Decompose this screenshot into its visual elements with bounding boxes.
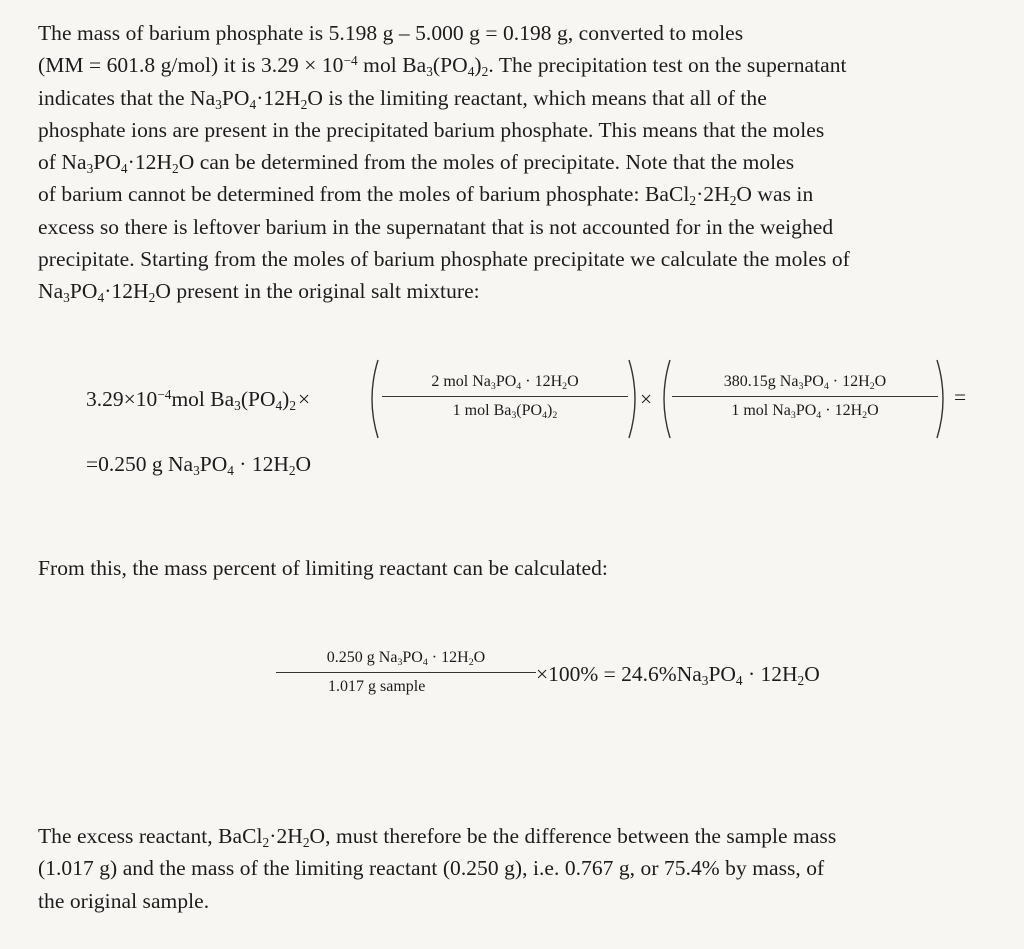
subscript: 3 bbox=[215, 96, 222, 112]
text-line bbox=[38, 114, 850, 146]
text-span: The mass of barium phosphate is 5.198 g – 5.000 g = 0.198 g, converted to moles bbox=[38, 21, 744, 45]
right-paren-2 bbox=[934, 358, 952, 440]
text-span: O bbox=[867, 402, 879, 419]
subscript: 3 bbox=[86, 161, 94, 177]
subscript: 3 bbox=[790, 409, 796, 421]
fraction-mass-over-sample bbox=[276, 644, 536, 701]
text-span: 3.29×10 bbox=[86, 387, 158, 411]
text-span: of barium cannot be determined from the moles of barium phosphate: BaCl bbox=[38, 182, 690, 207]
text-span: 1 mol Ba bbox=[452, 402, 512, 419]
text-span: PO bbox=[708, 662, 736, 686]
subscript: 2 bbox=[289, 397, 297, 413]
text-span: ·12H bbox=[104, 279, 149, 304]
fraction-mole-ratio bbox=[382, 368, 628, 425]
text-span: ·2H bbox=[269, 824, 303, 848]
text-span: · 12H bbox=[521, 373, 563, 390]
text-span: O is the limiting reactant, which means that all of the bbox=[307, 85, 767, 110]
text-line bbox=[38, 885, 836, 917]
fraction-numerator bbox=[276, 644, 536, 672]
text-span: mol Ba bbox=[171, 387, 235, 411]
fraction-denominator bbox=[672, 397, 938, 425]
text-span: ·12H bbox=[127, 150, 173, 175]
times-sign-2 bbox=[640, 387, 652, 412]
subscript: 2 bbox=[562, 380, 568, 392]
subscript: 2 bbox=[552, 409, 558, 421]
equals-sign-text: = bbox=[954, 385, 967, 409]
text-span: (PO bbox=[516, 402, 543, 419]
subscript: 3 bbox=[426, 64, 433, 80]
subscript: 3 bbox=[234, 397, 241, 413]
text-line bbox=[38, 211, 850, 243]
text-span: Na bbox=[38, 279, 64, 304]
subscript: 4 bbox=[516, 380, 522, 392]
text-line bbox=[38, 275, 850, 307]
text-span: O can be determined from the moles of precipitate. Note that the moles bbox=[178, 150, 795, 175]
paragraph-intro bbox=[38, 17, 850, 308]
subscript: 4 bbox=[249, 96, 257, 112]
text-line bbox=[38, 178, 850, 210]
text-span: PO bbox=[69, 279, 98, 304]
text-line bbox=[38, 49, 850, 81]
text-span: =0.250 g Na bbox=[86, 452, 194, 476]
text-span: O bbox=[874, 373, 887, 390]
text-span: 1.017 g sample bbox=[328, 678, 426, 695]
text-span: (PO bbox=[432, 53, 468, 78]
subscript: 3 bbox=[511, 409, 517, 421]
subscript: 2 bbox=[468, 656, 474, 668]
left-paren-2 bbox=[655, 358, 673, 440]
fraction-molar-mass bbox=[672, 368, 938, 425]
subscript: 2 bbox=[729, 193, 737, 209]
equation-result bbox=[86, 452, 311, 477]
text-line bbox=[38, 17, 850, 49]
text-span: PO bbox=[221, 85, 250, 110]
text-span: ×100% = 24.6%Na bbox=[536, 662, 702, 686]
equation-mass-percent-rhs bbox=[536, 662, 820, 687]
text-span: 380.15g Na bbox=[723, 373, 799, 390]
exponent: −4 bbox=[343, 52, 358, 68]
text-span: O bbox=[295, 452, 312, 476]
text-span: ) bbox=[474, 53, 482, 78]
text-span: PO bbox=[795, 402, 817, 419]
text-span: ) bbox=[282, 387, 290, 411]
subscript: 2 bbox=[862, 409, 868, 421]
text-span: ) bbox=[547, 402, 553, 419]
text-span: (PO bbox=[240, 387, 276, 411]
subscript: 2 bbox=[869, 380, 875, 392]
text-span: O bbox=[567, 373, 579, 390]
subscript: 3 bbox=[193, 462, 200, 478]
fraction-numerator bbox=[672, 368, 938, 396]
subscript: 2 bbox=[300, 96, 308, 112]
subscript: 4 bbox=[97, 290, 105, 306]
subscript: 3 bbox=[397, 656, 403, 668]
text-span: indicates that the Na bbox=[38, 85, 216, 110]
text-span: The excess reactant, BaCl bbox=[38, 824, 263, 848]
text-span: PO bbox=[803, 373, 824, 390]
text-span: mol Ba bbox=[357, 53, 427, 78]
text-span: PO bbox=[93, 150, 121, 175]
text-span: O bbox=[804, 662, 820, 686]
text-line bbox=[38, 146, 850, 178]
text-span: From this, the mass percent of limiting reactant can be calculated: bbox=[38, 556, 608, 580]
text-span: O, must therefore be the difference between the sample mass bbox=[309, 824, 837, 848]
text-span: ·12H bbox=[256, 85, 301, 110]
subscript: 3 bbox=[798, 380, 804, 392]
subscript: 2 bbox=[288, 462, 296, 478]
text-span: 0.250 g Na bbox=[326, 649, 398, 666]
text-span: O bbox=[473, 649, 486, 666]
text-line bbox=[38, 552, 608, 584]
subscript: 3 bbox=[701, 672, 709, 688]
text-span: (1.017 g) and the mass of the limiting reactant (0.250 g), i.e. 0.767 g, or 75.4% by mass, of bbox=[38, 856, 825, 881]
text-line bbox=[38, 82, 850, 114]
text-span: excess so there is leftover barium in the supernatant that is not accounted for in the weighed bbox=[38, 214, 834, 239]
times-sign: × bbox=[640, 387, 653, 411]
subscript: 2 bbox=[302, 834, 310, 850]
text-span: · 12H bbox=[427, 649, 469, 666]
exponent: −4 bbox=[157, 386, 172, 402]
left-paren-1 bbox=[363, 358, 381, 440]
subscript: 3 bbox=[63, 290, 70, 306]
subscript: 4 bbox=[227, 462, 234, 478]
subscript: 4 bbox=[542, 409, 548, 421]
text-span: of Na bbox=[38, 150, 87, 175]
text-span: O was in bbox=[736, 182, 814, 207]
subscript: 4 bbox=[735, 672, 743, 688]
text-span: phosphate ions are present in the precipitated barium phosphate. This means that the moles bbox=[38, 117, 825, 142]
equation-lhs bbox=[86, 387, 310, 412]
times-sign: × bbox=[298, 387, 311, 411]
paragraph-excess-reactant bbox=[38, 820, 836, 917]
text-span: 2 mol Na bbox=[431, 373, 491, 390]
text-span: PO bbox=[495, 373, 517, 390]
subscript: 4 bbox=[467, 64, 475, 80]
subscript: 3 bbox=[490, 380, 496, 392]
fraction-numerator bbox=[382, 368, 628, 396]
equals-sign bbox=[954, 385, 966, 410]
subscript: 2 bbox=[148, 290, 156, 306]
text-span: the original sample. bbox=[38, 888, 210, 913]
text-span: PO bbox=[402, 649, 423, 666]
paragraph-mass-percent bbox=[38, 552, 608, 584]
text-span: · 12H bbox=[233, 452, 289, 476]
subscript: 2 bbox=[797, 672, 805, 688]
subscript: 2 bbox=[689, 193, 697, 209]
subscript: 4 bbox=[275, 397, 283, 413]
fraction-denominator bbox=[382, 397, 628, 425]
text-span: (MM = 601.8 g/mol) it is 3.29 × 10 bbox=[38, 53, 344, 78]
text-span: . The precipitation test on the supernatant bbox=[488, 53, 847, 78]
subscript: 2 bbox=[172, 161, 179, 177]
text-span: · 12H bbox=[742, 662, 798, 686]
subscript: 4 bbox=[823, 380, 829, 392]
text-span: precipitate. Starting from the moles of barium phosphate precipitate we calculate the moles of bbox=[38, 247, 850, 272]
text-span: O present in the original salt mixture: bbox=[155, 279, 480, 304]
text-span: PO bbox=[199, 452, 228, 476]
subscript: 2 bbox=[262, 834, 270, 850]
text-span: · 12H bbox=[828, 373, 870, 390]
subscript: 4 bbox=[120, 161, 128, 177]
subscript: 4 bbox=[816, 409, 822, 421]
text-line bbox=[38, 243, 850, 275]
text-span: ·2H bbox=[696, 182, 730, 207]
text-span: · 12H bbox=[821, 402, 863, 419]
text-line bbox=[38, 820, 836, 852]
text-span: 1 mol Na bbox=[731, 402, 791, 419]
fraction-denominator bbox=[276, 673, 536, 701]
text-line bbox=[38, 852, 836, 884]
subscript: 2 bbox=[481, 64, 489, 80]
subscript: 4 bbox=[422, 656, 428, 668]
